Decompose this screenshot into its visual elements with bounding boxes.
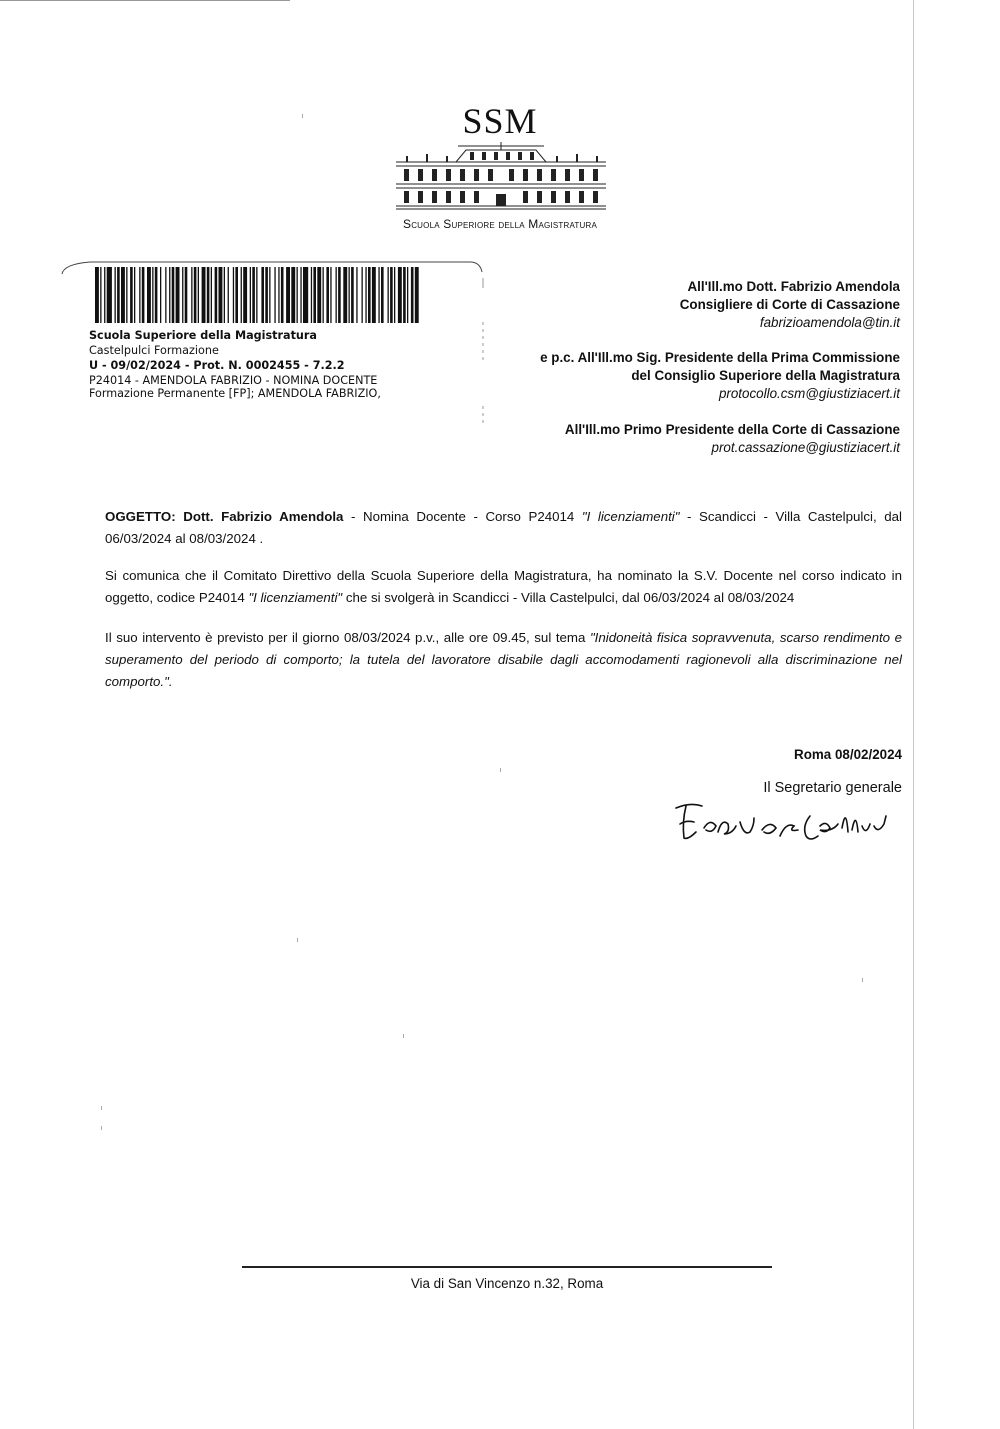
barcode-bar (297, 267, 298, 323)
recipient-email: prot.cassazione@giustiziacert.it (711, 440, 900, 455)
recipient-2 (540, 349, 900, 403)
barcode-bar (256, 267, 257, 323)
barcode-bar (165, 267, 166, 323)
barcode-bar (300, 267, 301, 323)
barcode-bar (160, 267, 161, 323)
stamp-protocol-number: U - 09/02/2024 - Prot. N. 0002455 - 7.2.2 (89, 359, 345, 373)
recipient-1 (540, 278, 900, 332)
barcode-bar (228, 267, 229, 323)
footer-address: Via di San Vincenzo n.32, Roma (410, 1276, 604, 1291)
barcode-bar (311, 267, 312, 323)
barcode-bar (198, 267, 199, 323)
paragraph-text: Si comunica che il Comitato Direttivo della Scuola Superiore della Magistratura, ha nominato la S.V. Docente nel corso indicato in oggetto, codice P24014 (105, 568, 902, 605)
barcode-bar (191, 267, 192, 323)
barcode-bar (368, 267, 371, 323)
recipient-email: protocollo.csm@giustiziacert.it (718, 386, 900, 401)
scan-speck (862, 978, 863, 982)
barcode-bar (142, 267, 145, 323)
barcode-bar (224, 267, 225, 323)
barcode-bar (130, 267, 133, 323)
barcode-bar (356, 267, 357, 323)
course-title: "I licenziamenti" (248, 590, 343, 605)
barcode-bar (152, 267, 153, 323)
barcode-bar (182, 267, 183, 323)
barcode-bar (286, 267, 290, 323)
barcode-bar (313, 267, 316, 323)
paragraph-text: Il suo intervento è previsto per il giorno 08/03/2024 p.v., alle ore 09.45, sul tema (105, 630, 590, 645)
barcode-bar (336, 267, 337, 323)
footer-divider (242, 1266, 772, 1268)
barcode-bar (407, 267, 408, 323)
barcode-bar (388, 267, 389, 323)
signer-title: Il Segretario generale (763, 780, 902, 796)
stamp-subject: P24014 - AMENDOLA FABRIZIO - NOMINA DOCENTE (89, 373, 378, 387)
barcode-bar (381, 267, 384, 323)
barcode-bar (281, 267, 284, 323)
recipient-line: e p.c. All'Ill.mo Sig. Presidente della Prima Commissione (540, 350, 900, 365)
scan-speck (403, 1034, 404, 1038)
barcode-bar (269, 267, 270, 323)
barcode-bar (303, 267, 308, 323)
barcode-bar (291, 267, 295, 323)
stamp-institution: Scuola Superiore della Magistratura (89, 329, 317, 342)
barcode-bar (394, 267, 395, 323)
barcode-bar (95, 267, 99, 323)
barcode-bar (233, 267, 234, 323)
barcode-bar (326, 267, 329, 323)
barcode-bar (243, 267, 247, 323)
recipients-block (540, 278, 900, 475)
barcode-bar (126, 267, 127, 323)
barcode-bar (100, 267, 101, 323)
scan-edge-top (0, 0, 290, 1)
protocol-barcode (95, 267, 421, 323)
barcode-bar (202, 267, 206, 323)
barcode-bar (219, 267, 223, 323)
schedule-paragraph (105, 627, 902, 693)
barcode-bar (121, 267, 125, 323)
barcode-bar (317, 267, 321, 323)
handwritten-signature (670, 796, 920, 852)
recipient-line: del Consiglio Superiore della Magistratura (631, 368, 900, 383)
barcode-bar (104, 267, 105, 323)
scan-speck (101, 1106, 102, 1110)
barcode-bar (349, 267, 350, 323)
barcode-bar (398, 267, 402, 323)
barcode-bar (378, 267, 379, 323)
barcode-bar (372, 267, 376, 323)
barcode-bar (343, 267, 347, 323)
barcode-bar (274, 267, 275, 323)
letter-body (105, 506, 902, 708)
barcode-bar (235, 267, 238, 323)
scan-speck (302, 114, 303, 118)
subject-paragraph (105, 506, 902, 550)
scan-speck (101, 1126, 102, 1130)
barcode-bar (147, 267, 151, 323)
barcode-bar (390, 267, 393, 323)
lecture-topic: "Inidoneità fisica sopravvenuta, scarso rendimento e superamento del periodo di comporto; la tutela del lavoratore disabile dagli accomodamenti ragionevoli alla discriminazione nel comporto.". (105, 630, 903, 689)
recipient-line: Consigliere di Corte di Cassazione (679, 297, 900, 312)
place-date: Roma 08/02/2024 (794, 747, 902, 762)
barcode-bar (362, 267, 363, 323)
barcode-bar (278, 267, 279, 323)
barcode-bar (351, 267, 354, 323)
barcode-bar (155, 267, 158, 323)
protocol-stamp (89, 328, 381, 400)
stamp-category: Formazione Permanente [FP]; AMENDOLA FABRIZIO, (89, 386, 381, 400)
stamp-office: Castelpulci Formazione (89, 344, 219, 358)
recipient-line: All'Ill.mo Dott. Fabrizio Amendola (687, 279, 900, 294)
nomination-paragraph (105, 565, 902, 609)
subject-text: - Scandicci - Villa Castelpulci, dal 06/03/2024 al 08/03/2024 . (105, 509, 902, 546)
subject-text: - Nomina Docente - Corso P24014 (343, 509, 582, 524)
barcode-bar (169, 267, 170, 323)
palazzo-logo-icon (396, 142, 606, 212)
recipient-email: fabrizioamendola@tin.it (759, 315, 900, 330)
barcode-bar (134, 267, 135, 323)
barcode-bar (139, 267, 140, 323)
barcode-bar (261, 267, 264, 323)
barcode-bar (176, 267, 180, 323)
barcode-bar (330, 267, 331, 323)
barcode-bar (411, 267, 414, 323)
barcode-bar (185, 267, 188, 323)
barcode-bar (338, 267, 341, 323)
barcode-bar (194, 267, 197, 323)
barcode-bar (172, 267, 175, 323)
barcode-bar (265, 267, 268, 323)
barcode-bar (211, 267, 212, 323)
recipient-3 (540, 421, 900, 457)
barcode-bar (365, 267, 366, 323)
barcode-bar (403, 267, 406, 323)
barcode-bar (241, 267, 242, 323)
subject-label: OGGETTO: Dott. Fabrizio Amendola (105, 509, 344, 524)
barcode-bar (115, 267, 116, 323)
barcode-bar (415, 267, 419, 323)
course-title: "I licenziamenti" (581, 509, 680, 524)
barcode-bar (207, 267, 210, 323)
barcode-bar (250, 267, 251, 323)
barcode-bar (215, 267, 218, 323)
barcode-bar (107, 267, 112, 323)
paragraph-text: che si svolgerà in Scandicci - Villa Castelpulci, dal 06/03/2024 al 08/03/2024 (342, 590, 795, 605)
logo-abbreviation: SSM (462, 101, 538, 141)
barcode-bar (117, 267, 120, 323)
scan-edge-right (913, 0, 914, 1429)
logo-institution-name: Scuola Superiore della Magistratura (402, 217, 597, 231)
scan-speck (297, 938, 298, 942)
barcode-bar (323, 267, 324, 323)
barcode-bar (252, 267, 255, 323)
recipient-line: All'Ill.mo Primo Presidente della Corte di Cassazione (564, 422, 900, 437)
scan-speck (500, 768, 501, 772)
